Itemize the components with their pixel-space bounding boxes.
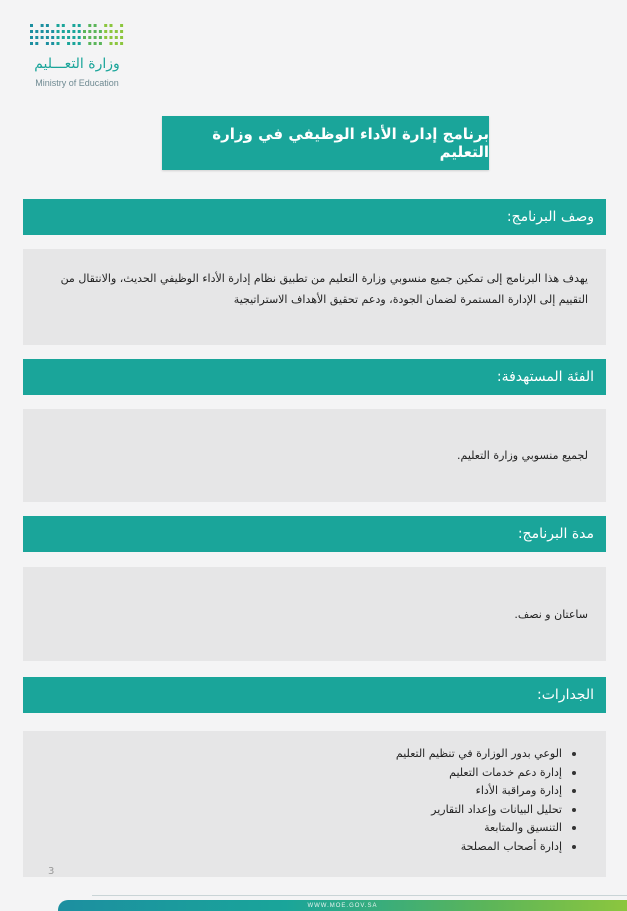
logo-dot — [30, 24, 33, 27]
logo-dot — [51, 30, 54, 33]
logo-dot — [35, 42, 38, 45]
logo-dots-icon — [28, 22, 126, 48]
logo-dot — [110, 42, 113, 45]
duration-heading: مدة البرنامج: — [23, 516, 606, 552]
logo-dot — [67, 36, 70, 39]
ministry-logo — [26, 22, 136, 94]
duration-text: ساعتان و نصف. — [514, 607, 588, 621]
logo-dot — [120, 24, 123, 27]
duration-body — [23, 567, 606, 661]
list-item: تحليل البيانات وإعداد التقارير — [396, 801, 576, 820]
logo-dot — [104, 36, 107, 39]
list-item: إدارة ومراقبة الأداء — [396, 782, 576, 801]
logo-dot — [41, 30, 44, 33]
logo-dot — [57, 36, 60, 39]
logo-dot — [88, 42, 91, 45]
logo-dot — [30, 36, 33, 39]
logo-dot — [94, 30, 97, 33]
logo-dot — [78, 42, 81, 45]
logo-dot — [83, 36, 86, 39]
audience-heading: الفئة المستهدفة: — [23, 359, 606, 395]
logo-dot — [51, 36, 54, 39]
competencies-list — [396, 745, 588, 856]
logo-dot — [78, 36, 81, 39]
logo-dot — [72, 24, 75, 27]
logo-dot — [67, 42, 70, 45]
logo-dot — [99, 30, 102, 33]
logo-dot — [83, 30, 86, 33]
logo-dot — [30, 30, 33, 33]
logo-dot — [104, 30, 107, 33]
page-marker: 3 — [48, 866, 55, 877]
page-title: برنامج إدارة الأداء الوظيفي في وزارة التعليم — [162, 116, 489, 170]
logo-dot — [51, 42, 54, 45]
logo-dot — [57, 24, 60, 27]
logo-dot — [35, 36, 38, 39]
logo-dot — [115, 42, 118, 45]
logo-dot — [62, 30, 65, 33]
logo-dot — [88, 24, 91, 27]
logo-dot — [30, 42, 33, 45]
footer-divider — [92, 895, 627, 896]
logo-dot — [88, 36, 91, 39]
description-heading: وصف البرنامج: — [23, 199, 606, 235]
logo-dot — [99, 36, 102, 39]
audience-body — [23, 409, 606, 502]
logo-arabic-text: وزارة التعـــليم — [34, 56, 120, 72]
list-item: الوعي بدور الوزارة في تنظيم التعليم — [396, 745, 576, 764]
competencies-heading: الجدارات: — [23, 677, 606, 713]
logo-dot — [120, 42, 123, 45]
list-item: إدارة أصحاب المصلحة — [396, 838, 576, 857]
logo-dot — [120, 30, 123, 33]
logo-dot — [78, 30, 81, 33]
logo-dot — [67, 30, 70, 33]
list-item: التنسيق والمتابعة — [396, 819, 576, 838]
footer-bar — [58, 900, 627, 911]
logo-dot — [57, 30, 60, 33]
logo-dot — [62, 24, 65, 27]
logo-dot — [72, 42, 75, 45]
logo-dot — [88, 30, 91, 33]
logo-dot — [99, 42, 102, 45]
audience-text: لجميع منسوبي وزارة التعليم. — [457, 449, 588, 462]
logo-dot — [57, 42, 60, 45]
logo-dot — [46, 36, 49, 39]
logo-dot — [110, 36, 113, 39]
logo-dot — [94, 24, 97, 27]
logo-dot — [78, 24, 81, 27]
logo-dot — [115, 30, 118, 33]
logo-dot — [120, 36, 123, 39]
logo-dot — [72, 36, 75, 39]
logo-dot — [110, 24, 113, 27]
logo-dot — [46, 30, 49, 33]
logo-dot — [94, 36, 97, 39]
logo-dot — [94, 42, 97, 45]
competencies-body — [23, 731, 606, 877]
logo-dot — [46, 24, 49, 27]
description-text: يهدف هذا البرنامج إلى تمكين جميع منسوبي وزارة التعليم من تطبيق نظام إدارة الأداء الوظيفي الحديث، والانتقال من التقييم إلى الإدارة المستمرة لضمان الجودة، ودعم تحقيق الأهداف الاستراتيجية — [60, 272, 588, 306]
description-body — [23, 249, 606, 345]
logo-dot — [72, 30, 75, 33]
logo-dot — [104, 24, 107, 27]
logo-dot — [46, 42, 49, 45]
logo-dot — [62, 36, 65, 39]
logo-english-text: Ministry of Education — [35, 78, 119, 88]
logo-dot — [35, 30, 38, 33]
list-item: إدارة دعم خدمات التعليم — [396, 764, 576, 783]
logo-dot — [110, 30, 113, 33]
logo-dot — [41, 36, 44, 39]
logo-dot — [115, 36, 118, 39]
footer-url: WWW.MOE.GOV.SA — [307, 902, 378, 909]
logo-dot — [41, 24, 44, 27]
